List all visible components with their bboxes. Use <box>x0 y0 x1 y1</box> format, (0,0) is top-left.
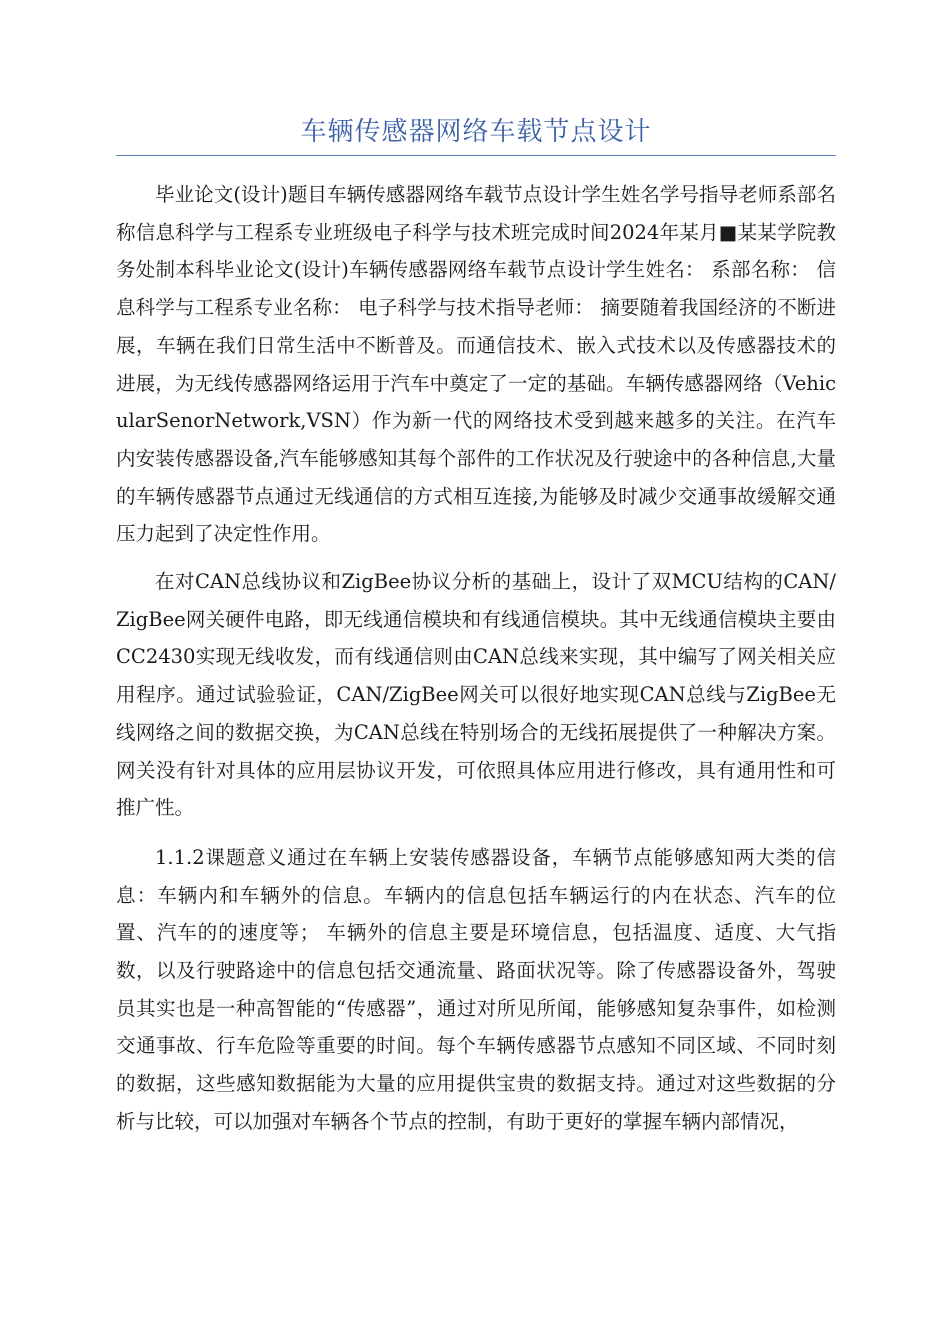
body-paragraph-gateway-design: 在对CAN总线协议和ZigBee协议分析的基础上，设计了双MCU结构的CAN/ZigBee网关硬件电路，即无线通信模块和有线通信模块。其中无线通信模块主要由CC2430实现无线收发，而有线通信则由CAN总线来实现，其中编写了网关相关应用程序。通过试验验证，CAN/ZigBee网关可以很好地实现CAN总线与ZigBee无线网络之间的数据交换，为CAN总线在特别场合的无线拓展提供了一种解决方案。网关没有针对具体的应用层协议开发，可依照具体应用进行修改，具有通用性和可推广性。 <box>116 570 836 820</box>
title-underline-divider <box>116 155 836 156</box>
document-page <box>116 112 836 1153</box>
body-paragraph-abstract: 毕业论文(设计)题目车辆传感器网络车载节点设计学生姓名学号指导老师系部名称信息科学与工程系专业班级电子科学与技术班完成时间2024年某月■某某学院教务处制本科毕业论文(设计)车辆传感器网络车载节点设计学生姓名： 系部名称： 信息科学与工程系专业名称： 电子科学与技术指导老师： 摘要随着我国经济的不断进展，车辆在我们日常生活中不断普及。而通信技术、嵌入式技术以及传感器技术的进展，为无线传感器网络运用于汽车中奠定了一定的基础。车辆传感器网络（VehicularSenorNetwork,VSN）作为新一代的网络技术受到越来越多的关注。在汽车内安装传感器设备,汽车能够感知其每个部件的工作状况及行驶途中的各种信息,大量的车辆传感器节点通过无线通信的方式相互连接,为能够及时减少交通事故缓解交通压力起到了决定性作用。 <box>116 183 836 546</box>
document-title: 车辆传感器网络车载节点设计 <box>300 117 652 147</box>
body-paragraph-significance: 1.1.2课题意义通过在车辆上安装传感器设备，车辆节点能够感知两大类的信息：车辆内和车辆外的信息。车辆内的信息包括车辆运行的内在状态、汽车的位置、汽车的的速度等； 车辆外的信息主要是环境信息，包括温度、适度、大气指数，以及行驶路途中的信息包括交通流量、路面状况等。除了传感器设备外，驾驶员其实也是一种高智能的“传感器”，通过对所见所闻，能够感知复杂事件，如检测交通事故、行车危险等重要的时间。每个车辆传感器节点感知不同区域、不同时刻的数据，这些感知数据能为大量的应用提供宝贵的数据支持。通过对这些数据的分析与比较，可以加强对车辆各个节点的控制，有助于更好的掌握车辆内部情况， <box>116 845 836 1133</box>
